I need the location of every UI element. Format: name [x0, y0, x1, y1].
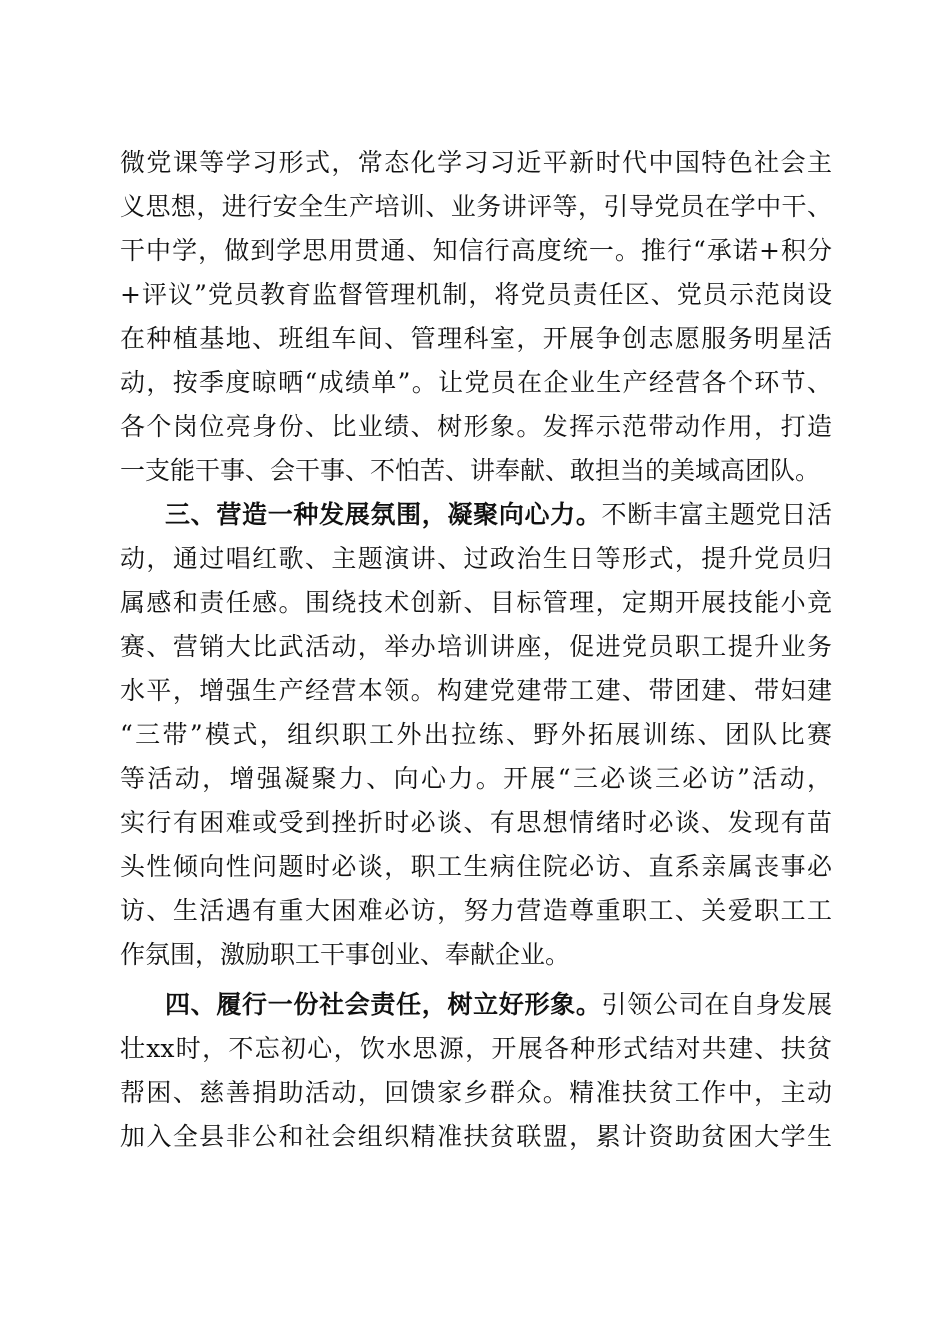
paragraph-line: “三带”模式，组织职工外出拉练、野外拓展训练、团队比赛: [120, 720, 832, 749]
paragraph-line: 在种植基地、班组车间、管理科室，开展争创志愿服务明星活: [120, 324, 832, 353]
paragraph-line: 属感和责任感。围绕技术创新、目标管理，定期开展技能小竞: [120, 588, 832, 617]
paragraph-line: 访、生活遇有重大困难必访，努力营造尊重职工、关爱职工工: [120, 896, 832, 925]
paragraph-line: 帮困、慈善捐助活动，回馈家乡群众。精准扶贫工作中，主动: [120, 1078, 832, 1107]
paragraph-line: +评议”党员教育监督管理机制，将党员责任区、党员示范岗设: [120, 280, 832, 309]
paragraph-line: 水平，增强生产经营本领。构建党建带工建、带团建、带妇建: [120, 676, 832, 705]
paragraph-line: 加入全县非公和社会组织精准扶贫联盟，累计资助贫困大学生: [120, 1122, 832, 1151]
section-heading: 三、营造一种发展氛围，凝聚向心力。: [165, 500, 602, 529]
section-three-first-line: [120, 500, 832, 530]
paragraph-line: 动，通过唱红歌、主题演讲、过政治生日等形式，提升党员归: [120, 544, 832, 573]
paragraph-line: 义思想，进行安全生产培训、业务讲评等，引导党员在学中干、: [120, 192, 832, 221]
section-four-first-line: [120, 990, 832, 1020]
paragraph-line: 干中学，做到学思用贯通、知信行高度统一。推行“承诺+积分: [120, 236, 832, 265]
paragraph-line: 作氛围，激励职工干事创业、奉献企业。: [120, 940, 571, 969]
paragraph-text: 不断丰富主题党日活: [601, 500, 832, 529]
section-heading: 四、履行一份社会责任，树立好形象。: [165, 990, 602, 1019]
paragraph-line: 实行有困难或受到挫折时必谈、有思想情绪时必谈、发现有苗: [120, 808, 832, 837]
paragraph-text: 引领公司在自身发展: [601, 990, 832, 1019]
paragraph-line: 一支能干事、会干事、不怕苦、讲奉献、敢担当的美域高团队。: [120, 456, 821, 485]
paragraph-line: 壮xx时，不忘初心，饮水思源，开展各种形式结对共建、扶贫: [120, 1034, 832, 1063]
paragraph-line: 微党课等学习形式，常态化学习习近平新时代中国特色社会主: [120, 148, 832, 177]
paragraph-line: 等活动，增强凝聚力、向心力。开展“三必谈三必访”活动，: [120, 764, 832, 793]
paragraph-line: 头性倾向性问题时必谈，职工生病住院必访、直系亲属丧事必: [120, 852, 832, 881]
paragraph-line: 赛、营销大比武活动，举办培训讲座，促进党员职工提升业务: [120, 632, 832, 661]
paragraph-line: 动，按季度晾晒“成绩单”。让党员在企业生产经营各个环节、: [120, 368, 832, 397]
paragraph-line: 各个岗位亮身份、比业绩、树形象。发挥示范带动作用，打造: [120, 412, 832, 441]
